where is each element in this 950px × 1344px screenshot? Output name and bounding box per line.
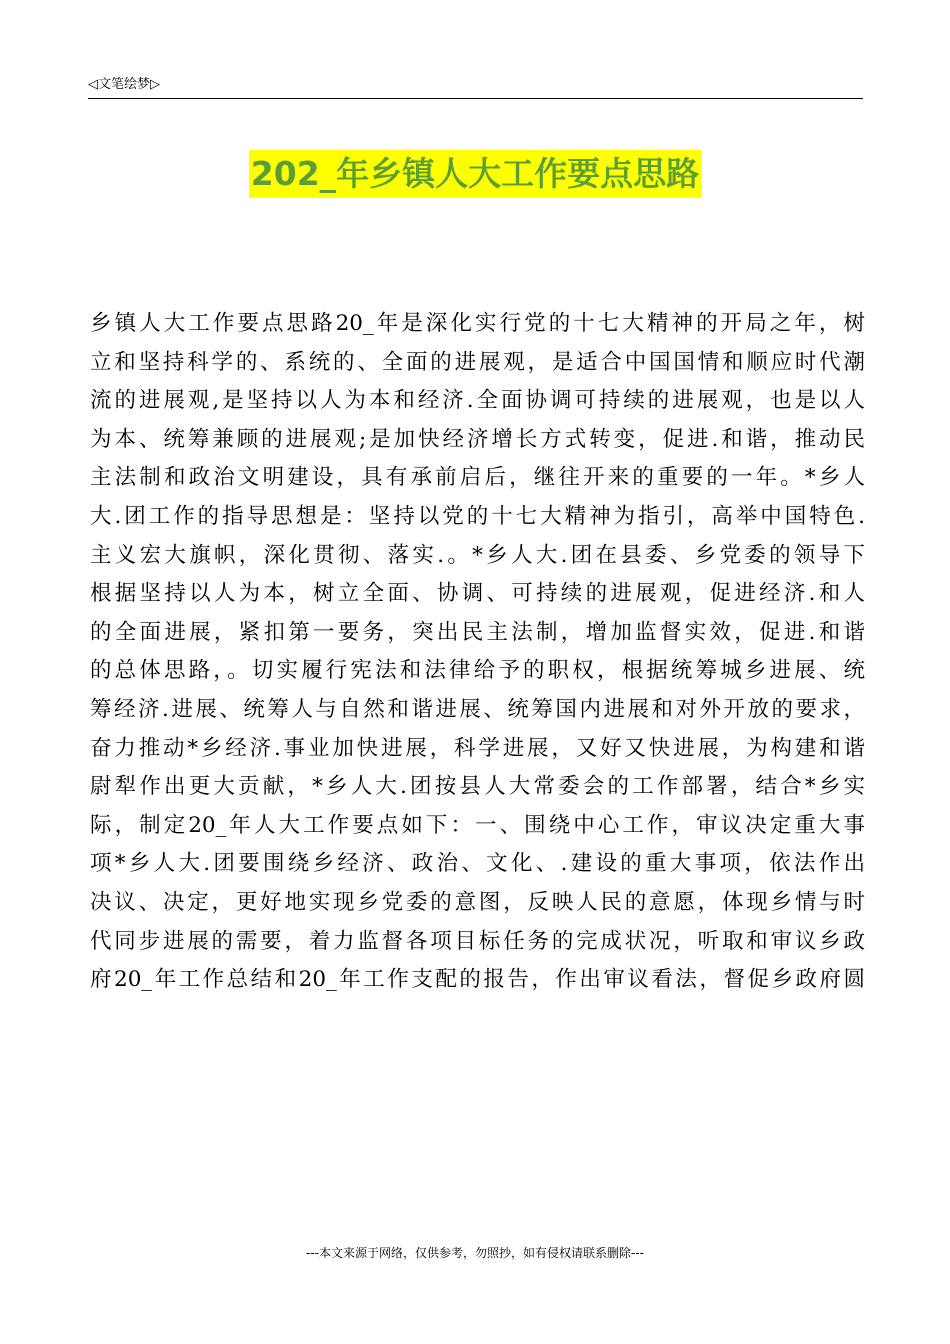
body-line: 立和坚持科学的、系统的、全面的进展观，是适合中国国情和顺应时代潮 [90, 349, 865, 375]
body-line: 筹经济.进展、统筹人与自然和谐进展、统筹国内进展和对外开放的要求， [90, 696, 865, 722]
body-line: 的全面进展，紧扣第一要务，突出民主法制，增加监督实效，促进.和谐 [90, 619, 865, 645]
body-line: 府20_年工作总结和20_年工作支配的报告，作出审议看法，督促乡政府圆 [90, 967, 865, 993]
body-line: 代同步进展的需要，着力监督各项目标任务的完成状况，听取和审议乡政 [90, 928, 865, 954]
body-line: 流的进展观,是坚持以人为本和经济.全面协调可持续的进展观，也是以人 [90, 388, 865, 414]
document-title: 202_年乡镇人大工作要点思路 [249, 150, 701, 198]
body-line: 奋力推动*乡经济.事业加快进展，科学进展，又好又快进展，为构建和谐 [90, 735, 865, 761]
header-label: ◁文笔绘梦▷ [88, 77, 160, 92]
body-line: 根据坚持以人为本，树立全面、协调、可持续的进展观，促进经济.和人 [90, 581, 865, 607]
body-line: 的总体思路，。切实履行宪法和法律给予的职权，根据统筹城乡进展、统 [90, 658, 865, 684]
body-line: 为本、统筹兼顾的进展观;是加快经济增长方式转变，促进.和谐，推动民 [90, 426, 865, 452]
body-line: 主法制和政治文明建设，具有承前启后，继往开来的重要的一年。*乡人 [90, 465, 865, 491]
page-header [88, 74, 863, 99]
body-line: 决议、决定，更好地实现乡党委的意图，反映人民的意愿，体现乡情与时 [90, 889, 865, 915]
body-text [90, 305, 865, 1000]
body-line: 项*乡人大.团要围绕乡经济、政治、文化、.建设的重大事项，依法作出 [90, 851, 865, 877]
page-footer: ---本文来源于网络，仅供参考，勿照抄，如有侵权请联系删除--- [306, 1246, 644, 1260]
title-container [0, 150, 950, 198]
body-line: 际，制定20_年人大工作要点如下：一、围绕中心工作，审议决定重大事 [90, 812, 865, 838]
body-line: 尉犁作出更大贡献，*乡人大.团按县人大常委会的工作部署，结合*乡实 [90, 774, 865, 800]
body-line: 大.团工作的指导思想是：坚持以党的十七大精神为指引，高举中国特色. [90, 503, 865, 529]
body-line: 主义宏大旗帜，深化贯彻、落实.。*乡人大.团在县委、乡党委的领导下 [90, 542, 865, 568]
body-line: 乡镇人大工作要点思路20_年是深化实行党的十七大精神的开局之年，树 [90, 311, 865, 336]
